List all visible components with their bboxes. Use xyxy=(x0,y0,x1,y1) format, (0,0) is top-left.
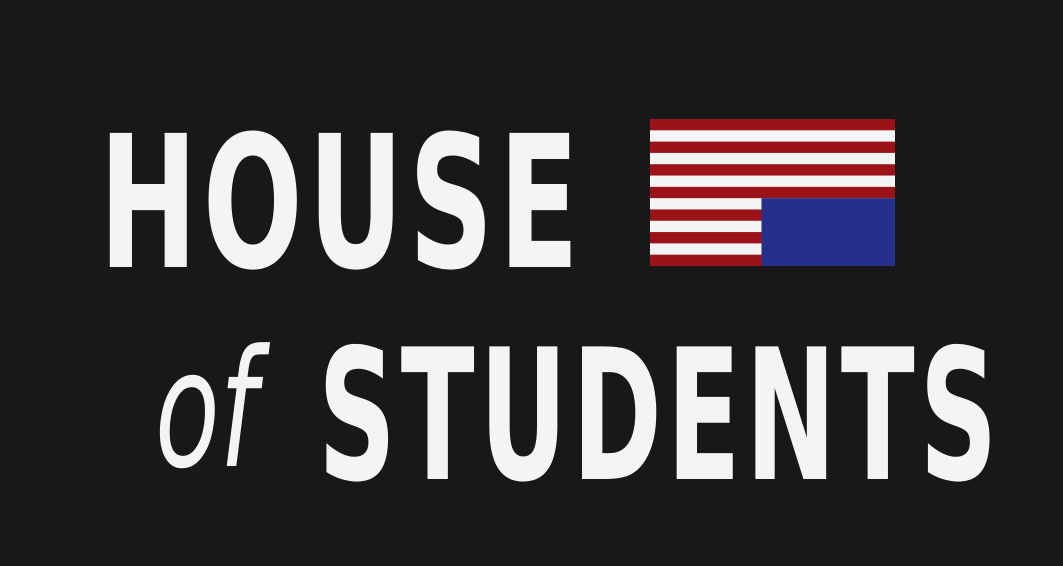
logo-word-of: of xyxy=(155,316,257,505)
logo-word-house: HOUSE xyxy=(99,97,585,311)
flag-stripe xyxy=(650,119,895,131)
flag-stripe xyxy=(650,164,895,176)
flag-graphic xyxy=(650,119,895,266)
flag-stripe xyxy=(650,142,895,154)
flag-stripe xyxy=(650,130,895,142)
upside-down-flag-icon xyxy=(650,119,895,266)
flag-canton xyxy=(761,198,895,266)
flag-stripe xyxy=(650,153,895,165)
flag-stripe xyxy=(650,187,895,199)
logo-word-students: STUDENTS xyxy=(318,310,1003,522)
flag-stripe xyxy=(650,176,895,188)
